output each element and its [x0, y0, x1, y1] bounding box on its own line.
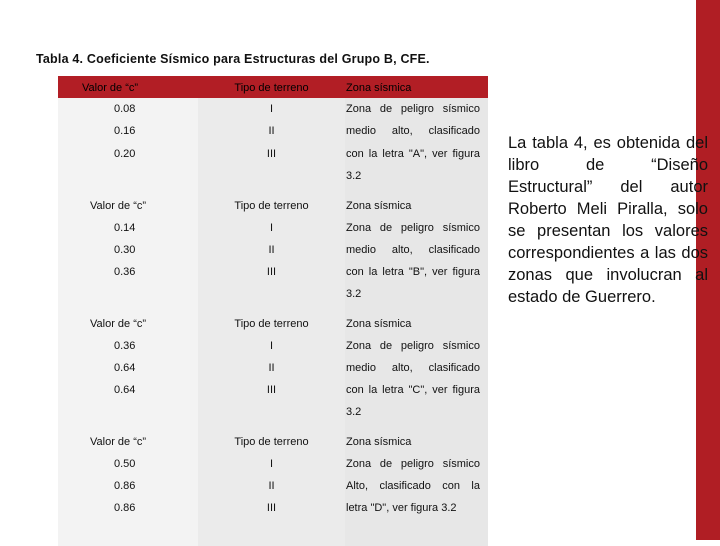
header-valor: Valor de “c” — [90, 436, 147, 448]
column-valor-bg — [58, 76, 198, 546]
header-zona: Zona sísmica — [346, 200, 412, 212]
cell-zona: letra "D", ver figura 3.2 — [346, 502, 457, 514]
cell-valor: 0.36 — [114, 266, 136, 278]
column-zona-bg — [345, 76, 488, 546]
cell-zona: Alto, clasificado con la — [346, 480, 480, 492]
cell-zona: medio alto, clasificado — [346, 362, 480, 374]
header-valor: Valor de “c” — [90, 200, 147, 212]
table-caption: Tabla 4. Coeficiente Sísmico para Estructuras del Grupo B, CFE. — [36, 52, 430, 66]
cell-zona: Zona de peligro sísmico — [346, 103, 480, 115]
cell-tipo: III — [266, 266, 277, 278]
cell-tipo: II — [268, 125, 275, 137]
cell-zona: Zona de peligro sísmico — [346, 222, 480, 234]
cell-valor: 0.50 — [114, 458, 136, 470]
cell-zona: 3.2 — [346, 406, 362, 418]
cell-valor: 0.64 — [114, 384, 136, 396]
cell-valor: 0.30 — [114, 244, 136, 256]
header-tipo: Tipo de terreno — [234, 318, 309, 330]
cell-valor: 0.64 — [114, 362, 136, 374]
cell-tipo: I — [269, 458, 274, 470]
cell-tipo: II — [268, 244, 275, 256]
cell-valor: 0.20 — [114, 148, 136, 160]
cell-valor: 0.14 — [114, 222, 136, 234]
header-tipo: Tipo de terreno — [234, 200, 309, 212]
cell-tipo: III — [266, 502, 277, 514]
cell-valor: 0.16 — [114, 125, 136, 137]
column-tipo-bg — [198, 76, 345, 546]
header-zona: Zona sísmica — [346, 82, 412, 94]
cell-valor: 0.86 — [114, 480, 136, 492]
header-valor: Valor de “c” — [90, 318, 147, 330]
header-tipo: Tipo de terreno — [234, 436, 309, 448]
cell-tipo: I — [269, 340, 274, 352]
header-zona: Zona sísmica — [346, 436, 412, 448]
cell-zona: con la letra "B", ver figura — [346, 266, 480, 278]
header-tipo: Tipo de terreno — [234, 82, 309, 94]
cell-valor: 0.36 — [114, 340, 136, 352]
cell-valor: 0.86 — [114, 502, 136, 514]
cell-zona: con la letra "A", ver figura — [346, 148, 480, 160]
cell-zona: Zona de peligro sísmico — [346, 340, 480, 352]
header-valor: Valor de “c” — [82, 82, 139, 94]
cell-tipo: I — [269, 103, 274, 115]
cell-tipo: II — [268, 480, 275, 492]
cell-valor: 0.08 — [114, 103, 136, 115]
cell-zona: 3.2 — [346, 288, 362, 300]
cell-tipo: III — [266, 384, 277, 396]
side-paragraph: La tabla 4, es obtenida del libro de “Diseño Estructural” del autor Roberto Meli Piralla, solo se presentan los valores correspondientes a las dos zonas que involucran al estado de Guerrero. — [508, 134, 708, 306]
header-zona: Zona sísmica — [346, 318, 412, 330]
cell-zona: medio alto, clasificado — [346, 244, 480, 256]
cell-tipo: I — [269, 222, 274, 234]
cell-tipo: II — [268, 362, 275, 374]
cell-zona: con la letra "C", ver figura — [346, 384, 480, 396]
seismic-coefficient-table — [58, 76, 488, 546]
cell-tipo: III — [266, 148, 277, 160]
cell-zona: medio alto, clasificado — [346, 125, 480, 137]
cell-zona: Zona de peligro sísmico — [346, 458, 480, 470]
cell-zona: 3.2 — [346, 170, 362, 182]
